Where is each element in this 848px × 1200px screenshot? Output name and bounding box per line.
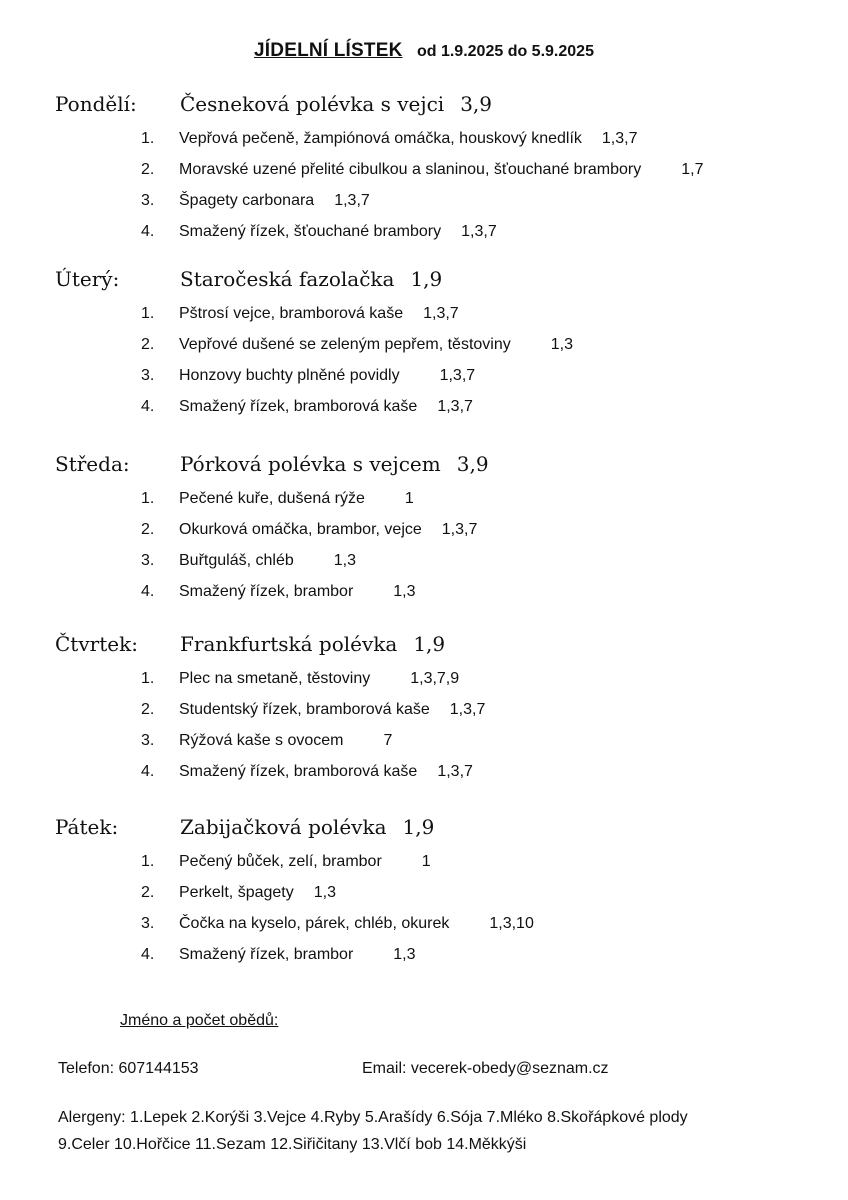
day-friday — [55, 815, 835, 971]
meal-number: 4. — [141, 398, 155, 415]
day-thursday — [55, 632, 835, 788]
meal-number: 4. — [141, 223, 155, 240]
soup-name: Frankfurtská polévka — [180, 632, 398, 656]
day-header — [55, 267, 835, 299]
day-header — [55, 452, 835, 484]
meal-name: Buřtguláš, chléb — [179, 552, 294, 569]
meal-allergens: 1,3,7 — [423, 305, 459, 322]
soup — [180, 267, 442, 291]
meal-allergens: 1 — [421, 853, 431, 870]
soup-allergens: 3,9 — [460, 92, 493, 116]
names-and-count-label: Jméno a počet obědů: — [120, 1012, 279, 1029]
day-name: Pondělí: — [55, 92, 137, 116]
meal-allergens: 1,3,7 — [437, 763, 473, 780]
meal-text — [179, 490, 414, 508]
meal-name: Okurková omáčka, brambor, vejce — [179, 521, 422, 538]
meal-number: 1. — [141, 670, 155, 687]
meal-number: 2. — [141, 884, 155, 901]
meal-item — [55, 546, 835, 577]
meal-item — [55, 940, 835, 971]
menu-date-range: od 1.9.2025 do 5.9.2025 — [416, 43, 594, 60]
soup-name: Pórková polévka s vejcem — [180, 452, 441, 476]
meal-text — [179, 763, 473, 781]
day-tuesday — [55, 267, 835, 423]
meal-text — [179, 192, 370, 210]
meal-text — [179, 552, 356, 570]
meal-number: 4. — [141, 946, 155, 963]
meal-name: Čočka na kyselo, párek, chléb, okurek — [179, 915, 450, 932]
meal-allergens: 1,3 — [393, 946, 416, 963]
day-header — [55, 92, 835, 124]
meal-text — [179, 336, 573, 354]
meal-allergens: 1,3,7 — [439, 367, 476, 384]
allergen-legend-line: 9.Celer 10.Hořčice 11.Sezam 12.Siřičitany 13.Vlčí bob 14.Měkkýši — [58, 1136, 527, 1153]
meal-item — [55, 515, 835, 546]
meal-number: 1. — [141, 490, 155, 507]
meal-name: Smažený řízek, bramborová kaše — [179, 398, 418, 415]
meal-number: 1. — [141, 853, 155, 870]
meal-name: Smažený řízek, brambor — [179, 946, 354, 963]
meal-number: 3. — [141, 192, 155, 209]
meal-name: Smažený řízek, šťouchané brambory — [179, 223, 442, 240]
meal-item — [55, 878, 835, 909]
soup-allergens: 1,9 — [410, 267, 443, 291]
day-monday — [55, 92, 835, 248]
meal-allergens: 1,3 — [393, 583, 416, 600]
meal-item — [55, 484, 835, 515]
meal-item — [55, 217, 835, 248]
meal-text — [179, 701, 485, 719]
meal-name: Vepřové dušené se zeleným pepřem, těstoviny — [179, 336, 511, 353]
meal-allergens: 1,3,7 — [461, 223, 497, 240]
meal-item — [55, 695, 835, 726]
soup — [180, 815, 434, 839]
phone-number: Telefon: 607144153 — [58, 1060, 199, 1077]
meal-allergens: 1,3,7 — [449, 701, 486, 718]
menu-title: JÍDELNÍ LÍSTEK — [254, 40, 403, 61]
meal-number: 2. — [141, 521, 155, 538]
meal-name: Pštrosí vejce, bramborová kaše — [179, 305, 404, 322]
meal-allergens: 1,7 — [681, 161, 704, 178]
soup-name: Staročeská fazolačka — [180, 267, 395, 291]
meal-number: 1. — [141, 305, 155, 322]
meal-name: Špagety carbonara — [179, 192, 315, 209]
allergen-legend-line: Alergeny: 1.Lepek 2.Korýši 3.Vejce 4.Ryby 5.Arašídy 6.Sója 7.Mléko 8.Skořápkové plody — [58, 1109, 688, 1126]
soup-allergens: 1,9 — [402, 815, 435, 839]
meal-name: Vepřová pečeně, žampiónová omáčka, houskový knedlík — [179, 130, 582, 147]
meal-name: Smažený řízek, bramborová kaše — [179, 763, 418, 780]
day-header — [55, 815, 835, 847]
meal-text — [179, 670, 459, 688]
meal-item — [55, 124, 835, 155]
meal-number: 2. — [141, 161, 155, 178]
meal-text — [179, 884, 336, 902]
meal-number: 2. — [141, 701, 155, 718]
meal-item — [55, 186, 835, 217]
meal-item — [55, 330, 835, 361]
meal-name: Plec na smetaně, těstoviny — [179, 670, 371, 687]
meal-item — [55, 909, 835, 940]
meal-number: 3. — [141, 367, 155, 384]
meal-allergens: 1,3 — [333, 552, 356, 569]
meal-allergens: 1,3 — [550, 336, 573, 353]
meal-allergens: 1,3,7,9 — [410, 670, 460, 687]
meal-name: Studentský řízek, bramborová kaše — [179, 701, 430, 718]
meal-number: 4. — [141, 583, 155, 600]
meal-allergens: 1,3 — [313, 884, 336, 901]
menu-header — [0, 40, 848, 62]
meal-text — [179, 521, 477, 539]
meal-item — [55, 847, 835, 878]
meal-allergens: 1,3,7 — [334, 192, 370, 209]
meal-number: 3. — [141, 732, 155, 749]
meal-name: Rýžová kaše s ovocem — [179, 732, 344, 749]
meal-allergens: 1,3,7 — [601, 130, 638, 147]
meal-text — [179, 853, 431, 871]
soup-name: Zabijačková polévka — [180, 815, 387, 839]
meal-item — [55, 726, 835, 757]
meal-text — [179, 305, 459, 323]
meal-name: Pečený bůček, zelí, brambor — [179, 853, 382, 870]
day-header — [55, 632, 835, 664]
meal-number: 3. — [141, 915, 155, 932]
day-name: Středa: — [55, 452, 130, 476]
soup-allergens: 3,9 — [456, 452, 489, 476]
meal-text — [179, 161, 704, 179]
meal-name: Perkelt, špagety — [179, 884, 294, 901]
meal-allergens: 1,3,10 — [489, 915, 534, 932]
day-wednesday — [55, 452, 835, 608]
meal-text — [179, 223, 497, 241]
soup-name: Česneková polévka s vejci — [180, 92, 445, 116]
soup — [180, 92, 492, 116]
meal-name: Moravské uzené přelité cibulkou a slaninou, šťouchané brambory — [179, 161, 642, 178]
meal-number: 3. — [141, 552, 155, 569]
meal-name: Pečené kuře, dušená rýže — [179, 490, 365, 507]
meal-allergens: 1 — [404, 490, 414, 507]
day-name: Úterý: — [55, 267, 120, 291]
meal-allergens: 7 — [383, 732, 393, 749]
meal-text — [179, 915, 534, 933]
meal-name: Smažený řízek, brambor — [179, 583, 354, 600]
meal-text — [179, 367, 475, 385]
meal-item — [55, 664, 835, 695]
meal-item — [55, 577, 835, 608]
email-address: Email: vecerek-obedy@seznam.cz — [362, 1060, 609, 1077]
meal-item — [55, 361, 835, 392]
meal-item — [55, 757, 835, 788]
meal-item — [55, 155, 835, 186]
soup — [180, 632, 445, 656]
meal-text — [179, 583, 416, 601]
meal-text — [179, 732, 392, 750]
meal-number: 4. — [141, 763, 155, 780]
meal-text — [179, 946, 416, 964]
meal-text — [179, 130, 638, 148]
meal-name: Honzovy buchty plněné povidly — [179, 367, 400, 384]
soup-allergens: 1,9 — [413, 632, 446, 656]
meal-text — [179, 398, 473, 416]
meal-allergens: 1,3,7 — [441, 521, 478, 538]
meal-item — [55, 392, 835, 423]
meal-number: 2. — [141, 336, 155, 353]
day-name: Pátek: — [55, 815, 119, 839]
meal-item — [55, 299, 835, 330]
allergen-legend — [58, 1104, 828, 1158]
meal-allergens: 1,3,7 — [437, 398, 473, 415]
day-name: Čtvrtek: — [55, 632, 138, 656]
meal-number: 1. — [141, 130, 155, 147]
soup — [180, 452, 489, 476]
